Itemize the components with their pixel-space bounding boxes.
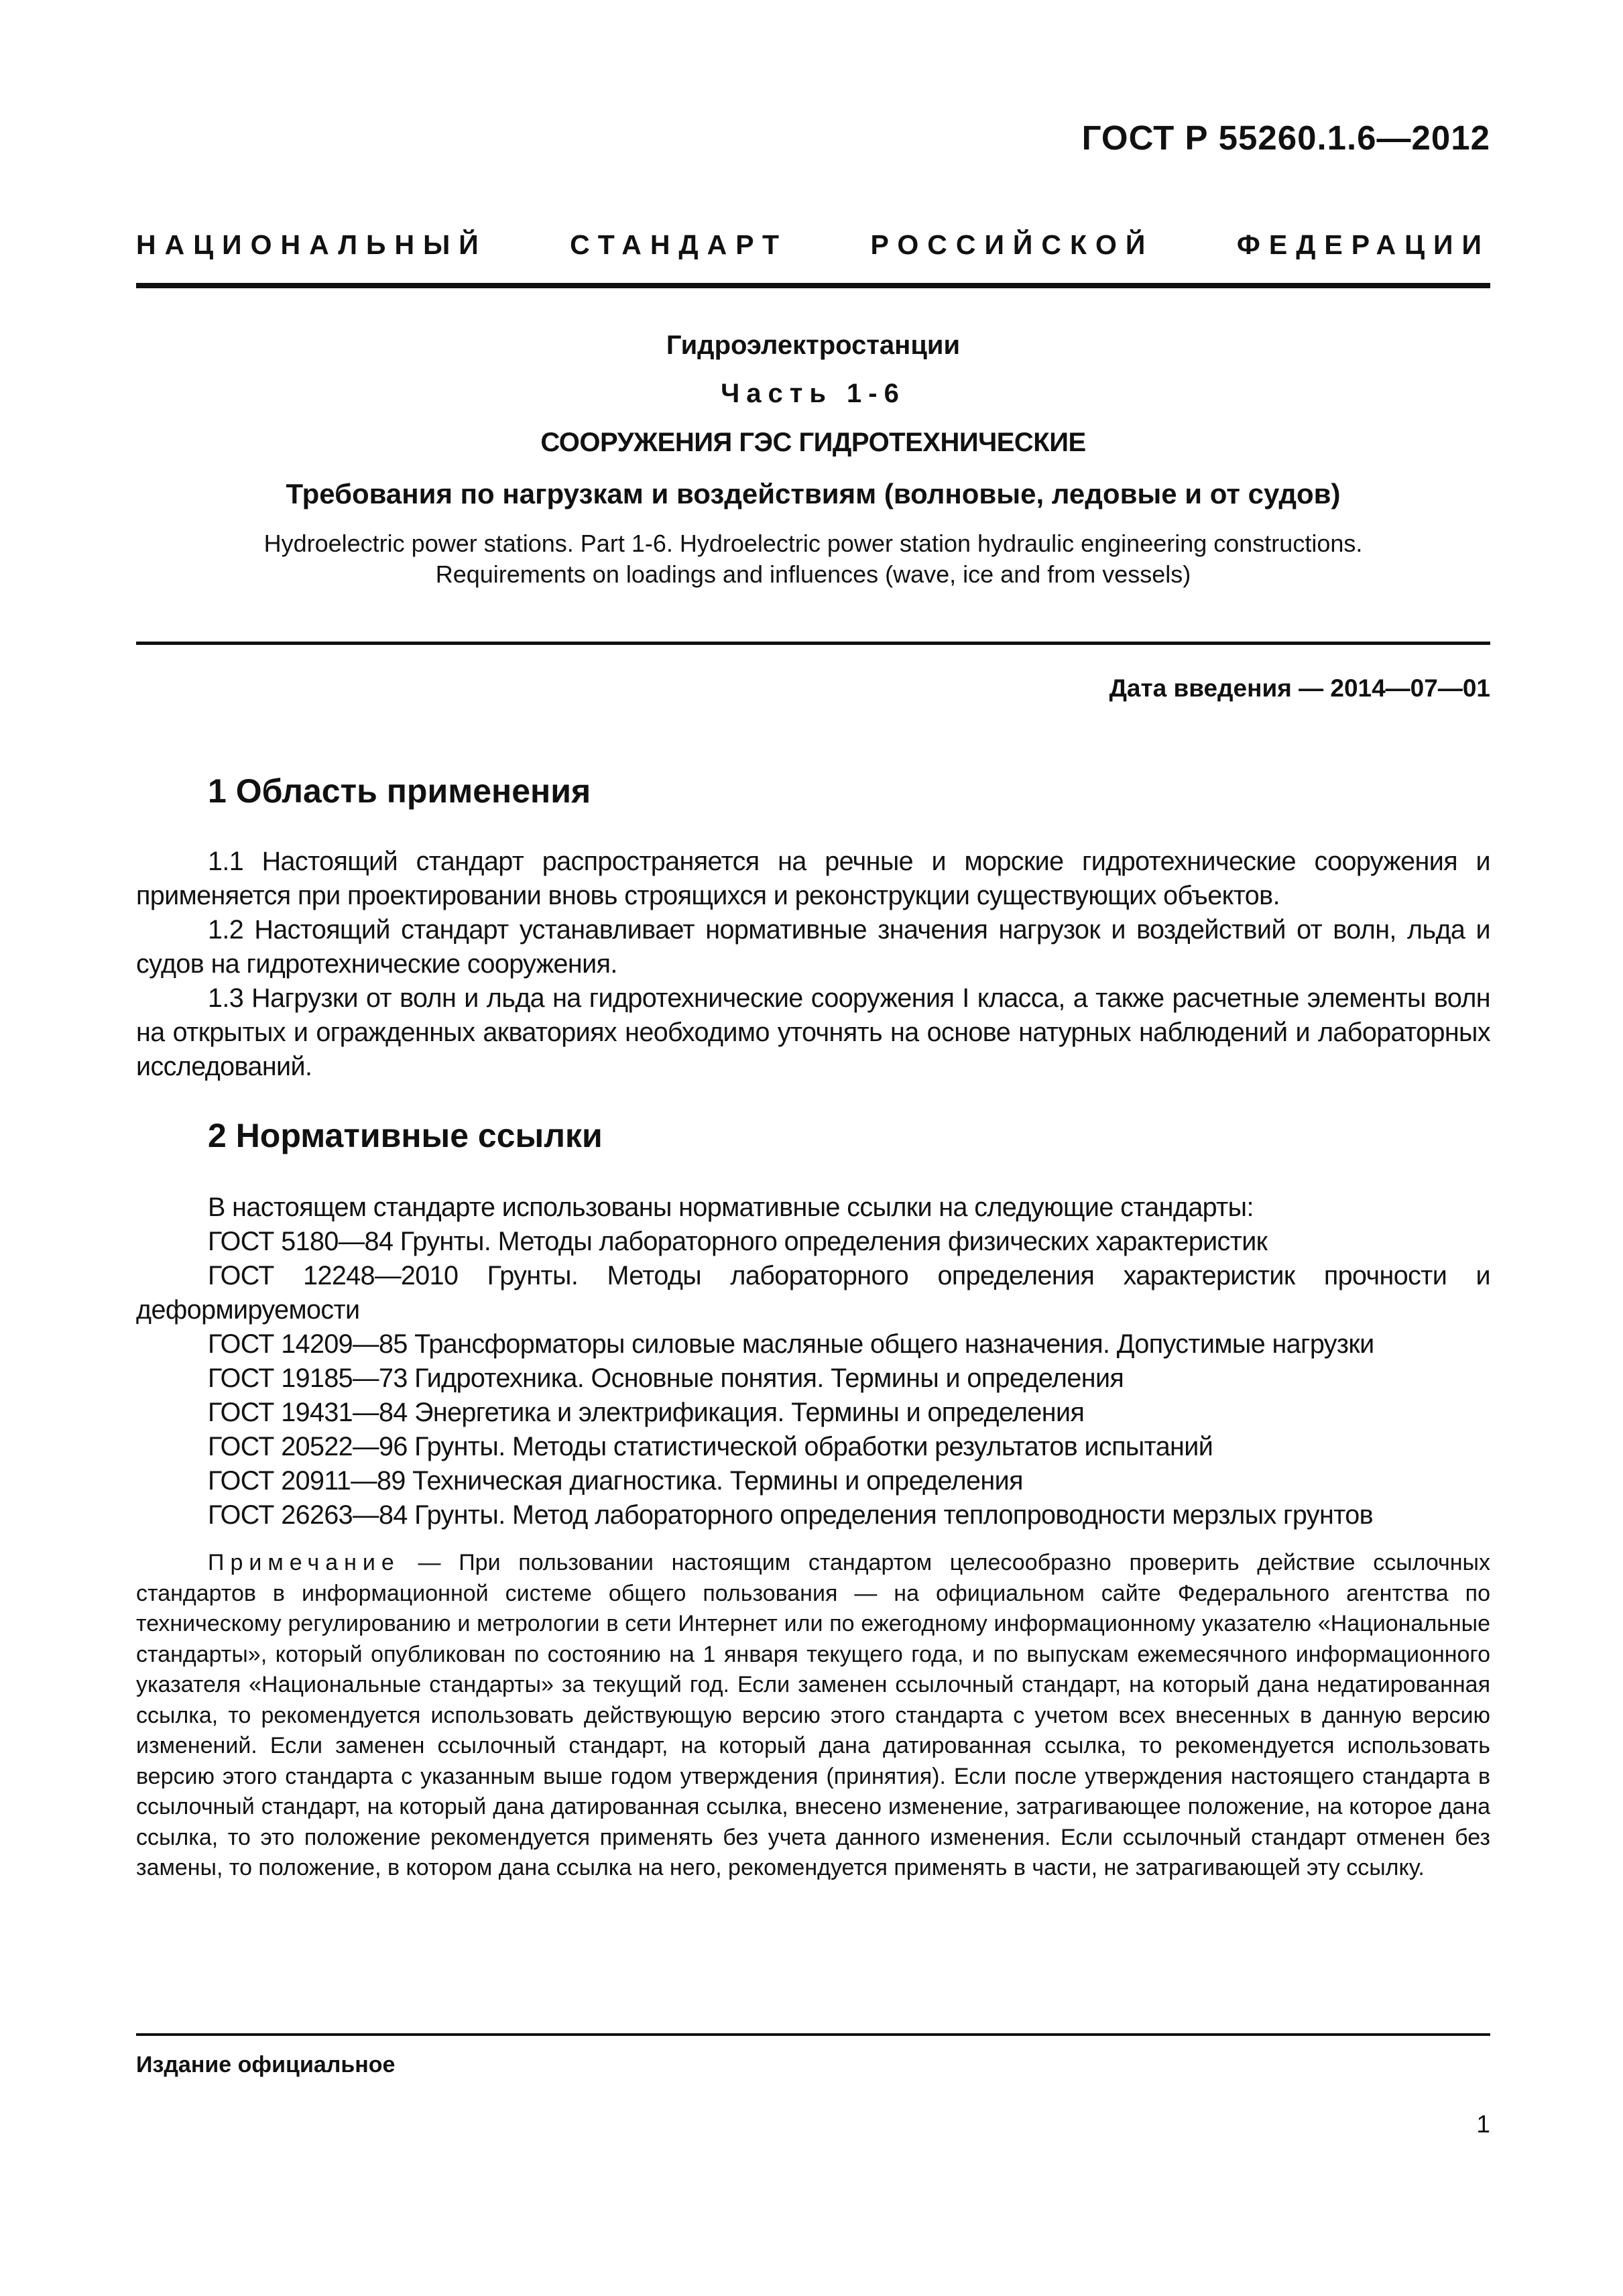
national-standard-title: НАЦИОНАЛЬНЫЙ СТАНДАРТ РОССИЙСКОЙ ФЕДЕРАЦИИ: [136, 229, 1490, 260]
reference-item: ГОСТ 19431—84 Энергетика и электрификация. Термины и определения: [208, 1398, 1085, 1427]
title-divider: [136, 642, 1490, 645]
paragraph-1-2: 1.2 Настоящий стандарт устанавливает нормативные значения нагрузок и воздействий от волн, льда и судов на гидротехнические сооружения.: [136, 915, 1490, 979]
note-text: — При пользовании настоящим стандартом целесообразно проверить действие ссылочных стандартов в информационной системе общего пользования — на официальном сайте Федерального агентства по техническому регулированию и метрологии в сети Интернет или по ежегодному информационному указателю «Национальные стандарты», который опубликован по состоянию на 1 января текущего года, и по выпускам ежемесячного информационного указателя «Национальные стандарты» за текущий год. Если заменен ссылочный стандарт, на который дана недатированная ссылка, то рекомендуется использовать действующую версию этого стандарта с учетом всех внесенных в данную версию изменений. Если заменен ссылочный стандарт, на который дана датированная ссылка, то рекомендуется использовать версию этого стандарта с указанным выше годом утверждения (принятия). Если после утверждения настоящего стандарта в ссылочный стандарт, на который дана датированная ссылка, внесено изменение, затрагивающее положение, на которое дана ссылка, то это положение рекомендуется применять без учета данного изменения. Если ссылочный стандарт отменен без замены, то положение, в котором дана ссылка на него, рекомендуется применять в части, не затрагивающей эту ссылку.: [136, 1550, 1490, 1880]
reference-item: ГОСТ 26263—84 Грунты. Метод лабораторного определения теплопроводности мерзлых грунтов: [208, 1500, 1373, 1530]
standard-subtitle: Требования по нагрузкам и воздействиям (волновые, ледовые и от судов): [286, 478, 1341, 509]
footer-divider: [136, 2033, 1490, 2036]
section-1-body: [136, 845, 1490, 1084]
reference-item: ГОСТ 5180—84 Грунты. Методы лабораторного определения физических характеристик: [208, 1227, 1268, 1256]
note-label: Примечание: [208, 1550, 400, 1575]
english-title-line-1: Hydroelectric power stations. Part 1-6. Hydroelectric power station hydraulic engineering constructions.: [263, 530, 1363, 557]
document-number: ГОСТ Р 55260.1.6—2012: [1081, 119, 1490, 157]
section-2-heading: 2 Нормативные ссылки: [208, 1117, 603, 1154]
official-edition-label: Издание официальное: [136, 2052, 396, 2077]
introduction-date: Дата введения — 2014—07—01: [1109, 674, 1490, 702]
paragraph-1-1: 1.1 Настоящий стандарт распространяется на речные и морские гидротехнические сооружения и применяется при проектировании вновь строящихся и реконструкции существующих объектов.: [136, 847, 1490, 910]
paragraph-1-3: 1.3 Нагрузки от волн и льда на гидротехнические сооружения I класса, а также расчетные элементы волн на открытых и огражденных акваториях необходимо уточнять на основе натурных наблюдений и лабораторных исследований.: [136, 983, 1490, 1081]
header-divider: [136, 283, 1490, 288]
section-1-heading: 1 Область применения: [208, 772, 591, 810]
reference-item: ГОСТ 19185—73 Гидротехника. Основные понятия. Термины и определения: [208, 1364, 1124, 1393]
reference-item: ГОСТ 20911—89 Техническая диагностика. Термины и определения: [208, 1466, 1023, 1496]
page-number: 1: [1476, 2110, 1490, 2138]
reference-item: ГОСТ 12248—2010 Грунты. Методы лабораторного определения характеристик прочности и деформируемости: [136, 1261, 1490, 1325]
english-title-line-2: Requirements on loadings and influences (wave, ice and from vessels): [435, 560, 1191, 588]
note-block: [136, 1548, 1490, 1884]
standard-upper-title: СООРУЖЕНИЯ ГЭС ГИДРОТЕХНИЧЕСКИЕ: [540, 428, 1086, 457]
reference-item: ГОСТ 20522—96 Грунты. Методы статистической обработки результатов испытаний: [208, 1432, 1213, 1461]
references-intro: В настоящем стандарте использованы нормативные ссылки на следующие стандарты:: [208, 1193, 1254, 1222]
standard-part: Часть 1-6: [721, 379, 906, 408]
section-2-body: [136, 1191, 1490, 1532]
reference-item: ГОСТ 14209—85 Трансформаторы силовые масляные общего назначения. Допустимые нагрузки: [208, 1329, 1374, 1359]
english-title: [136, 528, 1490, 590]
standard-name: Гидроэлектростанции: [666, 330, 961, 360]
